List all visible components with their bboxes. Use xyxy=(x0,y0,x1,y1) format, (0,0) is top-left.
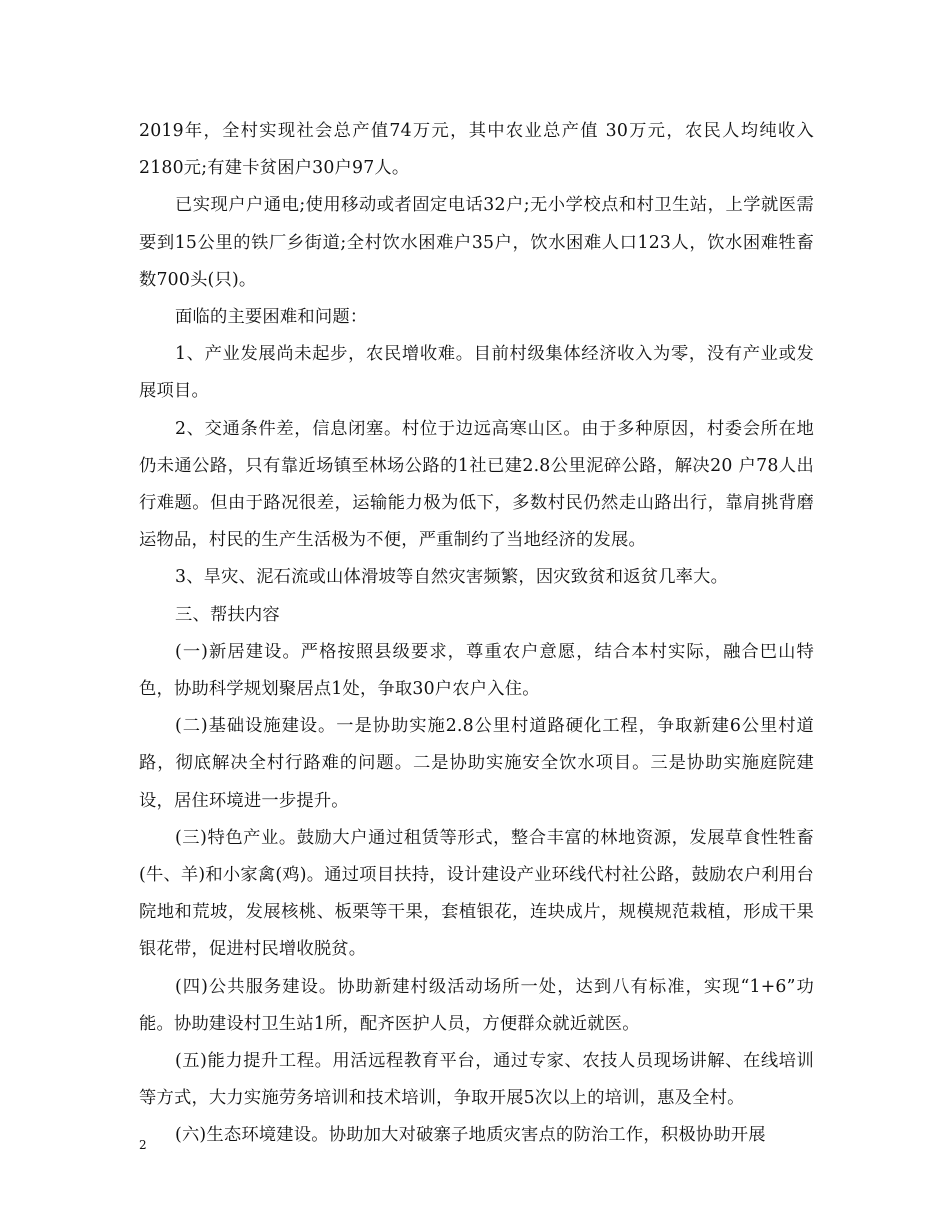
document-body xyxy=(139,113,814,1155)
paragraph-item-1: (一)新居建设。严格按照县级要求，尊重农户意愿，结合本村实际，融合巴山特色，协助科学规划聚居点1处，争取30户农户入住。 xyxy=(139,641,814,700)
paragraph-infrastructure-status: 已实现户户通电;使用移动或者固定电话32户;无小学校点和村卫生站，上学就医需要到15公里的铁厂乡街道;全村饮水困难户35户，饮水困难人口123人，饮水困难牲畜数700头(只)。 xyxy=(139,195,814,290)
paragraph-item-2: (二)基础设施建设。一是协助实施2.8公里村道路硬化工程，争取新建6公里村道路，彻底解决全村行路难的问题。二是协助实施安全饮水项目。三是协助实施庭院建设，居住环境进一步提升。 xyxy=(139,716,814,811)
page-number: 2 xyxy=(139,1138,147,1152)
paragraph-item-5: (五)能力提升工程。用活远程教育平台，通过专家、农技人员现场讲解、在线培训等方式，大力实施劳务培训和技术培训，争取开展5次以上的培训，惠及全村。 xyxy=(139,1051,814,1109)
paragraph-item-4: (四)公共服务建设。协助新建村级活动场所一处，达到八有标准，实现“1+6”功能。协助建设村卫生站1所，配齐医护人员，方便群众就近就医。 xyxy=(139,976,814,1034)
paragraph-item-3: (三)特色产业。鼓励大户通过租赁等形式，整合丰富的林地资源，发展草食性牲畜(牛、羊)和小家禽(鸡)。通过项目扶持，设计建设产业环线代村社公路，鼓励农户利用台院地和荒坡，发展核桃、板栗等干果，套植银花，连块成片，规模规范栽植，形成干果银花带，促进村民增收脱贫。 xyxy=(139,827,814,960)
paragraph-item-6: (六)生态环境建设。协助加大对破寨子地质灾害点的防治工作，积极协助开展 xyxy=(175,1125,766,1146)
paragraph-difficulty-2: 2、交通条件差，信息闭塞。村位于边远高寒山区。由于多种原因，村委会所在地仍未通公路，只有靠近场镇至林场公路的1社已建2.8公里泥碎公路，解决20 户78人出行难题。但由于路况很差，运输能力极为低下，多数村民仍然走山路出行，靠肩挑背磨运物品，村民的生产生活极为不便，严重制约了当地经济的发展。 xyxy=(139,418,814,551)
paragraph-summary-2019: 2019年，全村实现社会总产值74万元，其中农业总产值 30万元，农民人均纯收入2180元;有建卡贫困户30户97人。 xyxy=(139,121,814,179)
paragraph-difficulty-3: 3、旱灾、泥石流或山体滑坡等自然灾害频繁，因灾致贫和返贫几率大。 xyxy=(175,567,729,588)
section-heading-assistance: 三、帮扶内容 xyxy=(175,604,280,625)
paragraph-difficulties-heading: 面临的主要困难和问题： xyxy=(175,307,368,328)
paragraph-difficulty-1: 1、产业发展尚未起步，农民增收难。目前村级集体经济收入为零，没有产业或发展项目。 xyxy=(139,344,814,402)
